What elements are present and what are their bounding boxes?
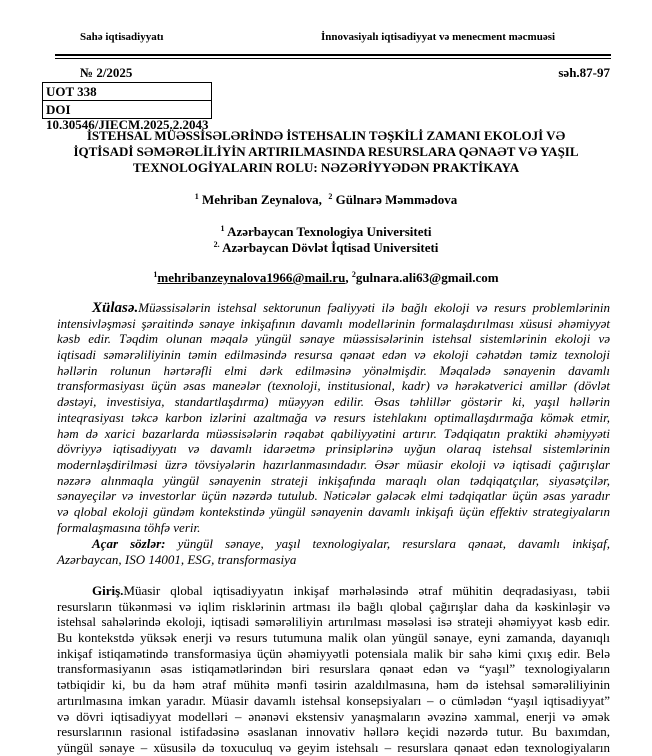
line-text: artırılmasına imkan yaradır. Müasir davamlı istehsal konsepsiyaları – o cümlədən “yaşıl iqtisadiyyat”: [57, 692, 610, 708]
identifier-box: [42, 82, 212, 132]
line-text: resurslarının rasional istifadəsinə əsaslanan innovativ həllərə keçidi nəzərdə tutur. Bu baxımdan,: [57, 724, 610, 740]
line-text: kəsb edir. Təqdim olunan məqalə yüngül sənaye müəssisələrinin istehsal sistemlərinin ekoloji və: [57, 331, 610, 347]
line-text: Azərbaycan, ISO 14001, ESG, transformasiya: [57, 551, 297, 567]
text-line: [57, 630, 610, 646]
text-line: [57, 488, 610, 504]
keywords-label: Açar sözlər:: [92, 536, 166, 551]
line-text: həm də xarici bazarlarda müəssisələrin rəqabət qabiliyyətini artırır. Tədqiqatın praktiki əhəmiyyəti: [57, 425, 610, 441]
line-text: yüngül sənaye, yaşıl texnologiyalar, resurslara qənaət, davamlı inkişaf,: [177, 536, 611, 551]
title-line: İQTİSADİ SƏMƏRƏLİLİYİN ARTIRILMASINDA RESURSLARA QƏNAƏT VƏ YAŞIL: [73, 144, 579, 159]
text-line: [57, 677, 610, 693]
line-text: inteqrasiyası təkcə karbon izlərini azaltmağa və resurs istehlakını optimallaşdırmağa kömək etmir,: [57, 409, 610, 425]
header-rule: [55, 54, 611, 56]
line-text: həllərin rolunun hərtərəfli elmi dərk edilməsinə yönəlmişdir. Məqalədə sənayenin davamlı: [57, 362, 610, 378]
abstract-label: Xülasə.: [92, 300, 139, 316]
article-title: [0, 128, 652, 176]
header-rule-thin: [55, 58, 611, 59]
text-line: [57, 426, 610, 442]
text-line: [57, 661, 610, 677]
text-line: [57, 520, 610, 536]
line-text: modernləşdirilməsi üzrə tövsiyələrin hazırlanmasındadır. Əsər müasir ekoloji və iqtisadi çağırışlar: [57, 456, 610, 472]
text-line: [57, 410, 610, 426]
text-line: [57, 300, 610, 316]
line-text: transformasiyanın əsas istiqamətlərindən biri resurslara qənaət edən və “yaşıl” texnologiyaların: [57, 661, 610, 677]
affiliations: [0, 224, 652, 256]
line-text: iqtisadi səmərəliliyinin təmin edilməsində resursa qənaət edən və ekoloji cəhətdən təmiz texnoloji: [57, 347, 610, 363]
line-text: dövriyyə iqtisadiyyatı və davamlı idarəetmə prinsiplərinə uyğun olaraq istehsal sistemlərinin: [57, 441, 610, 457]
email-text: gulnara.ali63@gmail.com: [355, 270, 499, 285]
text-line: [57, 394, 610, 410]
line-text: və qlobal ekoloji gündəm kontekstində yüngül sənayenin davamlı inkişafı üçün effektiv strategiyaların: [57, 503, 610, 519]
title-line: TEXNOLOGİYALARIN ROLU: NƏZƏRİYYƏDƏN PRAKTİKAYA: [132, 160, 520, 175]
doi: DOI 10.30546/JIECM.2025.2.2043: [43, 100, 211, 118]
line-text: yüngül sənaye – xüsusilə də toxuculuq və geyim istehsalı – resurslara qənaət edən texnologiyaların: [57, 739, 610, 755]
line-text: inkişaf istiqamətində transformasiya üçün əhəmiyyətli potensiala malik bir sahə kimi çıxış edir. Belə: [57, 645, 610, 661]
affiliation-name: Azərbaycan Texnologiya Universiteti: [227, 224, 432, 239]
affiliation-sup: 2.: [213, 240, 220, 249]
author-name: Gülnarə Məmmədova: [335, 192, 458, 207]
text-line: [57, 378, 610, 394]
line-text: intensivləşməsi şəraitində sənaye inkişafının davamlı modellərinin formalaşdırılması xüsusi əhəmiyyət: [57, 315, 610, 331]
authors: [0, 192, 652, 208]
affiliation: [0, 240, 652, 256]
abstract: [57, 300, 610, 535]
author-name: Mehriban Zeynalova,: [201, 192, 322, 207]
line-text: resursların tükənməsi və iqlim risklərinin artması ilə bağlı qlobal çağırışlar daha da kəskinləşir və: [57, 598, 610, 614]
title-line: İSTEHSAL MÜƏSSİSƏLƏRİNDƏ İSTEHSALIN TƏŞKİLİ ZAMANI EKOLOJİ VƏ: [86, 128, 566, 143]
text-line: [57, 709, 610, 725]
email-link[interactable]: mehribanzeynalova1966@mail.ru: [157, 270, 346, 285]
issue-number: № 2/2025: [80, 65, 133, 80]
text-line: [57, 552, 610, 568]
line-text: transformasiyası üçün əsas maneələr (texnoloji, institusional, kadr) və hərəkətverici amillər (dövlət: [57, 378, 610, 394]
text-line: [57, 646, 610, 662]
text-line: [57, 583, 610, 599]
emails: $^1$mehribanzeynalova1966@mail.ru, $^2$gulnara.ali63@gmail.com: [153, 270, 499, 285]
affiliation-name: Azərbaycan Dövlət İqtisad Universiteti: [222, 240, 439, 255]
text-line: [57, 331, 610, 347]
text-line: [57, 536, 610, 552]
text-line: [57, 316, 610, 332]
line-text: tətbiqidir ki, bu da həm ətraf mühitə mənfi təsirin azaldılmasına, həm də istehsal səmərəliliyinin: [57, 677, 610, 693]
author-sup: 2: [328, 192, 333, 201]
page-range: səh.87-97: [558, 65, 610, 80]
text-line: [57, 473, 610, 489]
uot-code: UOT 338: [46, 84, 97, 99]
line-text: formalaşmasına töhfə verir.: [57, 519, 201, 535]
line-text: və dövri iqtisadiyyat modelləri – ənənəvi ekstensiv yanaşmaların əvəzinə xammal, enerji və əmək: [57, 708, 610, 724]
intro-label: Giriş.: [92, 583, 124, 598]
text-line: [57, 363, 610, 379]
text-line: [57, 441, 610, 457]
running-header-journal: İnnovasiyalı iqtisadiyyat və menecment məcmuəsi: [321, 31, 556, 43]
line-text: nəzərə alınmaqla yüngül sənayenin strateji inkişafında maraqlı olan tədqiqatçılar, siyasətçilər,: [57, 472, 610, 488]
introduction: [57, 583, 610, 756]
email-sup: 1: [153, 270, 158, 279]
affiliation: [0, 224, 652, 240]
running-header-section: Sahə iqtisadiyyatı: [80, 31, 164, 43]
line-text: istehsal sahələrində ekoloji, iqtisadi səmərəliliyin artırılması məsələsi isə strateji əhəmiyyət kəsb edir.: [57, 614, 610, 630]
line-text: Müəssisələrin istehsal sektorunun fəaliyyəti ilə bağlı ekoloji və resurs problemlərinin: [138, 300, 610, 315]
text-line: [57, 504, 610, 520]
line-text: dəstəyi, investisiya, standartlaşdırma) müəyyən edilir. Əsas təhlillər göstərir ki, yaşıl həllərin: [57, 394, 610, 410]
text-line: [57, 740, 610, 756]
author-sup: 1: [194, 192, 199, 201]
keywords: [57, 536, 610, 567]
text-line: [57, 347, 610, 363]
text-line: [57, 457, 610, 473]
email-sup: 2: [351, 270, 356, 279]
affiliation-sup: 1: [220, 224, 225, 233]
line-text: Bu kontekstdə yüksək enerji və resurs tutumuna malik olan yüngül sənaye, eyni zamanda, dayanıqlı: [57, 630, 610, 646]
text-line: [57, 724, 610, 740]
line-text: sənayeçilər və investorlar üçün nəzərdə tutulub. Nəticələr gələcək elmi tədqiqatlar üçün əsas yaradır: [57, 488, 610, 504]
text-line: [57, 614, 610, 630]
text-line: [57, 693, 610, 709]
text-line: [57, 599, 610, 615]
line-text: Müasir qlobal iqtisadiyyatın inkişaf mərhələsində ətraf mühitin deqradasiyası, təbii: [123, 583, 610, 598]
